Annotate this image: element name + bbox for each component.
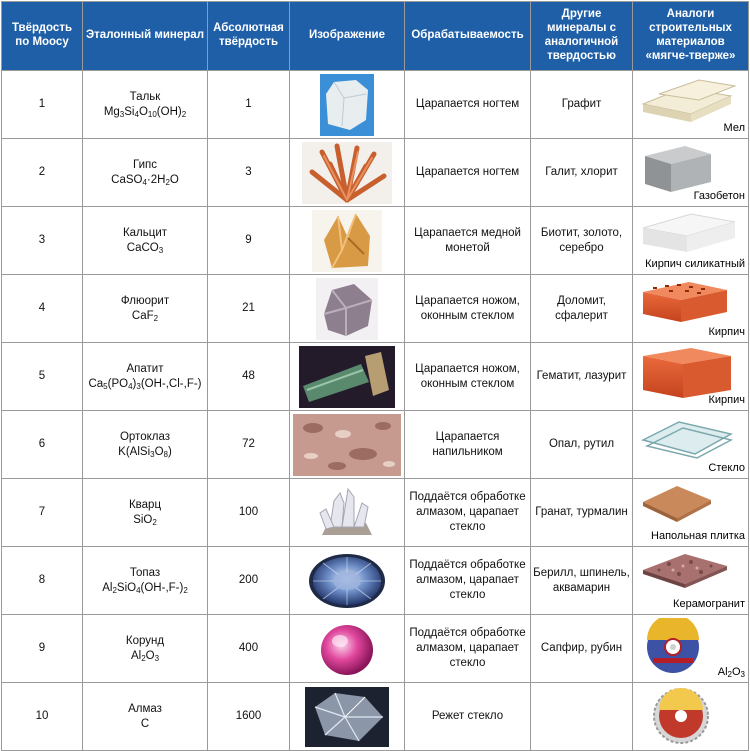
header-others: Другие минералы с аналогичной твердостью	[531, 2, 633, 71]
fluorite-image	[316, 278, 378, 340]
absolute-cell: 3	[208, 139, 290, 207]
aerated-concrete-image	[639, 142, 715, 194]
analog-label: Керамогранит	[673, 597, 745, 610]
others-cell: Сапфир, рубин	[531, 615, 633, 683]
header-absolute: Абсолютная твёрдость	[208, 2, 290, 71]
absolute-cell: 72	[208, 411, 290, 479]
mohs-cell: 8	[2, 547, 83, 615]
mohs-cell: 2	[2, 139, 83, 207]
mineral-formula: $Ca_5(PO_4)_3(OH-,Cl-,F-)$	[88, 377, 202, 391]
mineral-cell	[83, 71, 208, 139]
brick-image	[639, 278, 731, 324]
analog-label: Мел	[723, 121, 745, 134]
mineral-formula: $Al_2SiO_4(OH-,F-)_2$	[102, 581, 188, 595]
absolute-cell: 100	[208, 479, 290, 547]
apatite-image	[299, 346, 395, 408]
analog-label: Кирпич	[708, 325, 745, 338]
others-cell: Графит	[531, 71, 633, 139]
workability-cell: Царапается ножом, оконным стеклом	[405, 275, 531, 343]
header-mohs: Твёрдость по Моосу	[2, 2, 83, 71]
mineral-name: Алмаз	[128, 702, 162, 715]
others-cell: Опал, рутил	[531, 411, 633, 479]
mineral-name: Ортоклаз	[119, 430, 171, 443]
others-cell: Галит, хлорит	[531, 139, 633, 207]
workability-cell: Царапается напильником	[405, 411, 531, 479]
table-row	[2, 275, 749, 343]
analog-label: $Al_2O_3$	[717, 665, 745, 679]
others-cell: Доломит, сфалерит	[531, 275, 633, 343]
table-row	[2, 71, 749, 139]
mineral-formula: CaCO$_3$	[126, 241, 164, 255]
workability-cell: Режет стекло	[405, 683, 531, 751]
header-row	[2, 2, 749, 71]
mineral-image-cell	[290, 683, 405, 751]
analog-cell	[633, 547, 749, 615]
analog-cell	[633, 207, 749, 275]
mineral-name: Кальцит	[122, 226, 168, 239]
absolute-cell: 9	[208, 207, 290, 275]
mohs-cell: 7	[2, 479, 83, 547]
mineral-name: Тальк	[129, 90, 161, 103]
analog-label: Газобетон	[693, 189, 745, 202]
others-cell: Биотит, золото, серебро	[531, 207, 633, 275]
mineral-cell	[83, 343, 208, 411]
absolute-cell: 48	[208, 343, 290, 411]
porcelain-stoneware-image	[639, 550, 731, 596]
workability-cell: Поддаётся обработке алмазом, царапает стекло	[405, 479, 531, 547]
topaz-image	[305, 551, 389, 611]
table-row	[2, 139, 749, 207]
mohs-cell: 1	[2, 71, 83, 139]
workability-cell: Царапается ногтем	[405, 71, 531, 139]
quartz-image	[308, 483, 386, 543]
absolute-cell: 1600	[208, 683, 290, 751]
analog-label: Кирпич	[708, 393, 745, 406]
mineral-formula: SiO$_2$	[133, 513, 157, 527]
header-image: Изображение	[290, 2, 405, 71]
workability-cell: Царапается ножом, оконным стеклом	[405, 343, 531, 411]
analog-cell	[633, 615, 749, 683]
mineral-name: Гипс	[133, 158, 157, 171]
mohs-hardness-table	[1, 1, 749, 751]
mohs-cell: 3	[2, 207, 83, 275]
mineral-formula: $Mg_3Si_4O_{10}(OH)_2$	[103, 105, 187, 119]
mohs-cell: 4	[2, 275, 83, 343]
mineral-formula: CaF$_2$	[131, 309, 159, 323]
analog-label: Напольная плитка	[651, 529, 745, 542]
header-analogs: Аналоги строительных материалов «мягче-тверже»	[633, 2, 749, 71]
others-cell	[531, 683, 633, 751]
header-mineral: Эталонный минерал	[83, 2, 208, 71]
mineral-formula: C	[140, 717, 150, 730]
table-row	[2, 479, 749, 547]
mineral-formula: $K(AlSi_3O_8)$	[118, 445, 172, 459]
orthoclase-image	[293, 414, 401, 476]
mineral-formula: $Al_2O_3$	[130, 649, 160, 663]
mineral-cell	[83, 683, 208, 751]
mineral-image-cell	[290, 343, 405, 411]
analog-cell	[633, 71, 749, 139]
table-row	[2, 411, 749, 479]
absolute-cell: 200	[208, 547, 290, 615]
analog-cell	[633, 479, 749, 547]
table-row	[2, 547, 749, 615]
silicate-brick-image	[639, 210, 739, 254]
mineral-name: Топаз	[129, 566, 161, 579]
workability-cell: Царапается медной монетой	[405, 207, 531, 275]
table-row	[2, 683, 749, 751]
others-cell: Гранат, турмалин	[531, 479, 633, 547]
workability-cell: Поддаётся обработке алмазом, царапает стекло	[405, 615, 531, 683]
mineral-image-cell	[290, 207, 405, 275]
table-row	[2, 207, 749, 275]
mineral-name: Кварц	[128, 498, 162, 511]
chalk-image	[639, 74, 739, 124]
mineral-cell	[83, 615, 208, 683]
mohs-cell: 10	[2, 683, 83, 751]
gypsum-image	[302, 142, 392, 204]
mineral-image-cell	[290, 479, 405, 547]
mohs-cell: 6	[2, 411, 83, 479]
diamond-disc-image	[639, 686, 719, 744]
analog-cell	[633, 343, 749, 411]
mineral-name: Корунд	[125, 634, 165, 647]
mineral-image-cell	[290, 615, 405, 683]
table-row	[2, 343, 749, 411]
mineral-cell	[83, 207, 208, 275]
glass-image	[639, 414, 735, 460]
workability-cell: Поддаётся обработке алмазом, царапает стекло	[405, 547, 531, 615]
floor-tile-image	[639, 482, 715, 526]
mineral-name: Флюорит	[120, 294, 170, 307]
mineral-image-cell	[290, 547, 405, 615]
mineral-cell	[83, 139, 208, 207]
mineral-cell	[83, 275, 208, 343]
absolute-cell: 400	[208, 615, 290, 683]
mineral-formula: $CaSO_4\cdot 2H_2O$	[111, 173, 179, 187]
others-cell: Гематит, лазурит	[531, 343, 633, 411]
mineral-image-cell	[290, 139, 405, 207]
table-row	[2, 615, 749, 683]
mineral-image-cell	[290, 275, 405, 343]
absolute-cell: 21	[208, 275, 290, 343]
talc-image	[320, 74, 374, 136]
mineral-cell	[83, 479, 208, 547]
mineral-image-cell	[290, 411, 405, 479]
analog-cell	[633, 411, 749, 479]
header-workability: Обрабатываемость	[405, 2, 531, 71]
diamond-image	[305, 687, 389, 747]
analog-cell	[633, 275, 749, 343]
analog-label: Стекло	[708, 461, 745, 474]
workability-cell: Царапается ногтем	[405, 139, 531, 207]
mineral-image-cell	[290, 71, 405, 139]
absolute-cell: 1	[208, 71, 290, 139]
mineral-cell	[83, 547, 208, 615]
calcite-image	[312, 210, 382, 272]
corundum-image	[314, 619, 380, 679]
mohs-cell: 5	[2, 343, 83, 411]
cutting-disc-image	[639, 618, 709, 674]
analog-label: Кирпич силикатный	[645, 257, 745, 270]
mohs-cell: 9	[2, 615, 83, 683]
others-cell: Берилл, шпинель, аквамарин	[531, 547, 633, 615]
mineral-name: Апатит	[126, 362, 164, 375]
analog-cell	[633, 683, 749, 751]
analog-cell	[633, 139, 749, 207]
mineral-cell	[83, 411, 208, 479]
